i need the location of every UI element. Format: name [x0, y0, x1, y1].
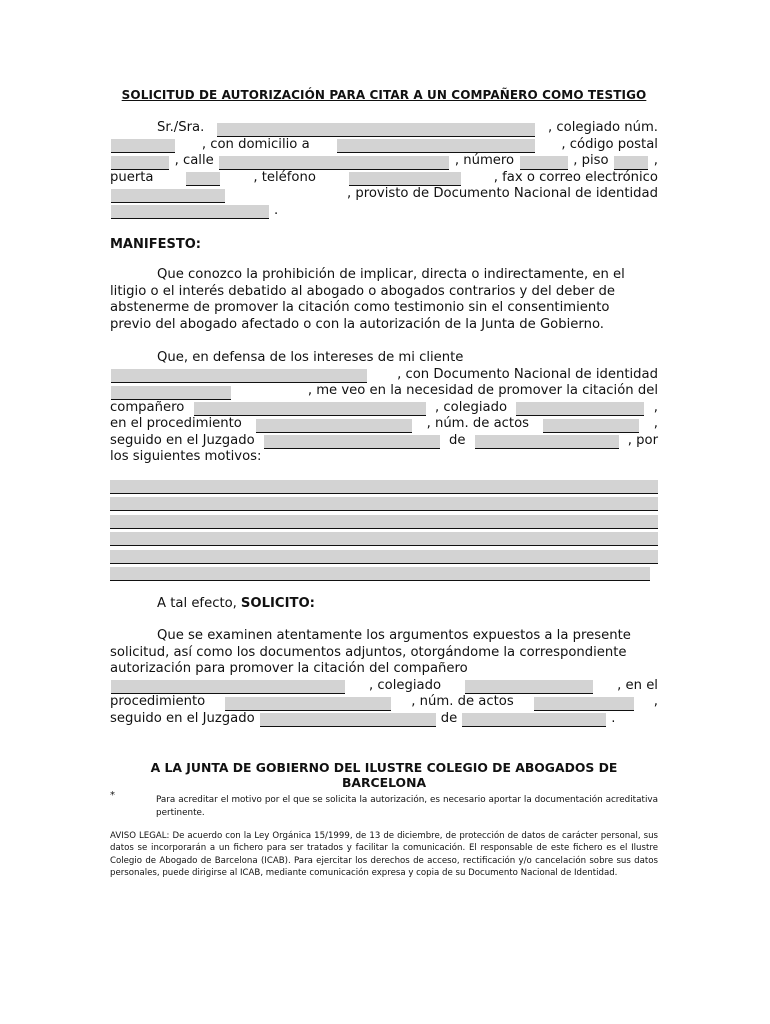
piso-field[interactable] [614, 156, 648, 170]
juzgado-de-field[interactable] [475, 435, 619, 449]
codigo-postal-label: , código postal [561, 136, 658, 152]
colegiado-num-field[interactable] [111, 139, 175, 153]
comma-3: , [653, 416, 658, 431]
domicilio-field[interactable] [337, 139, 535, 153]
manifiesto-heading: MANIFESTO: [110, 237, 201, 252]
solicito-heading: SOLICITO: [240, 596, 315, 611]
solicito-heading-line [110, 596, 658, 613]
me-veo-label: , me veo en la necesidad de promover la citación del [307, 383, 658, 398]
client-intro-line: Que, en defensa de los intereses de mi cliente [157, 350, 464, 365]
motivos-line-3[interactable] [110, 515, 658, 529]
dni-field[interactable] [111, 205, 269, 219]
codigo-postal-field[interactable] [111, 156, 169, 170]
solicito-juzgado-label: seguido en el Juzgado [110, 710, 255, 726]
comma-2: , [653, 399, 658, 415]
solicito-en-el-label: , en el [617, 677, 658, 693]
solicito-colegiado-field[interactable] [465, 680, 593, 694]
solicito-paragraph [110, 628, 658, 727]
colegiado-label: , colegiado [435, 399, 508, 415]
manifiesto-line-1: Que conozco la prohibición de implicar, directa o indirectamente, en el [157, 267, 625, 282]
solicito-colegiado-label: , colegiado [369, 677, 442, 693]
client-name-field[interactable] [111, 369, 367, 383]
puerta-label: puerta [110, 169, 154, 185]
puerta-field[interactable] [186, 172, 220, 186]
solicito-de-field[interactable] [462, 713, 606, 727]
calle-label: , calle [174, 153, 214, 168]
a-tal-efecto-label: A tal efecto, [157, 596, 237, 611]
manifiesto-line-3: abstenerme de promover la citación como testimonio sin el consentimiento [110, 300, 610, 315]
solicito-line-1: Que se examinen atentamente los argumentos expuestos a la presente [157, 628, 631, 643]
procedimiento-field[interactable] [256, 419, 412, 433]
num-actos-label: , núm. de actos [426, 416, 530, 431]
por-label: , por [627, 432, 658, 448]
domicilio-label: , con domicilio a [201, 136, 310, 152]
solicito-procedimiento-field[interactable] [225, 697, 391, 711]
solicito-num-actos-field[interactable] [534, 697, 634, 711]
motivos-line-5[interactable] [110, 550, 658, 564]
juzgado-field[interactable] [264, 435, 440, 449]
comma-1: , [653, 153, 658, 168]
numero-field[interactable] [520, 156, 568, 170]
motivos-line-2[interactable] [110, 497, 658, 511]
aviso-legal: AVISO LEGAL: De acuerdo con la Ley Orgánica 15/1999, de 13 de diciembre, de protección de datos de carácter personal, sus datos se incorporarán a un fichero para ser tratados y facilitar la comunicación. El responsable de este fichero es el Ilustre Colegio de Abogado de Barcelona (ICAB). Para ejercitar los derechos de acceso, rectificación y/o cancelación sobre sus datos personales, puede dirigirse al ICAB, mediante comunicación expresa y copia de su Documento Nacional de Identidad. [110, 831, 658, 879]
intro-end: . [274, 202, 279, 218]
solicito-de-label: de [440, 710, 458, 726]
companero-field[interactable] [194, 402, 426, 416]
juzgado-label: seguido en el Juzgado [110, 432, 255, 448]
motivos-label: los siguientes motivos: [110, 449, 262, 464]
name-field[interactable] [217, 123, 535, 137]
numero-label: , número [454, 153, 515, 168]
companero-colegiado-field[interactable] [516, 402, 644, 416]
de-label: de [448, 432, 466, 448]
solicito-juzgado-field[interactable] [260, 713, 436, 727]
client-dni-field[interactable] [111, 386, 231, 400]
motivos-textarea[interactable] [110, 476, 658, 581]
note-asterisk: * [110, 790, 115, 801]
solicito-end: . [611, 710, 616, 726]
telefono-field[interactable] [349, 172, 461, 186]
num-actos-field[interactable] [543, 419, 639, 433]
form-title: SOLICITUD DE AUTORIZACIÓN PARA CITAR A UN COMPAÑERO COMO TESTIGO [121, 88, 647, 102]
manifiesto-paragraph-2 [110, 350, 658, 466]
solicito-num-actos-label: , núm. de actos [411, 694, 514, 709]
sr-label: Sr./Sra. [157, 120, 205, 135]
colegiado-num-label: , colegiado núm. [548, 120, 658, 135]
piso-label: , piso [573, 153, 609, 168]
provisto-label: , provisto de Documento Nacional de identidad [346, 186, 658, 201]
manifiesto-paragraph-1 [110, 267, 658, 333]
solicito-companero-field[interactable] [111, 680, 345, 694]
note-text: Para acreditar el motivo por el que se solicita la autorización, es necesario aportar la documentación acreditativa pertinente. [156, 795, 658, 818]
intro-paragraph [110, 120, 658, 219]
telefono-label: , teléfono [253, 169, 316, 185]
companero-label: compañero [110, 399, 185, 415]
motivos-line-4[interactable] [110, 532, 658, 546]
destinatario: A LA JUNTA DE GOBIERNO DEL ILUSTRE COLEGIO DE ABOGADOS DE BARCELONA [150, 760, 618, 790]
fax-label: , fax o correo electrónico [493, 169, 658, 185]
con-dni-label: , con Documento Nacional de identidad [397, 366, 658, 382]
motivos-line-6[interactable] [110, 567, 650, 581]
fax-email-field[interactable] [111, 189, 225, 203]
procedimiento-label: en el procedimiento [110, 416, 242, 431]
manifiesto-line-4: previo del abogado afectado o con la autorización de la Junta de Gobierno. [110, 316, 604, 332]
calle-field[interactable] [219, 156, 449, 170]
solicito-comma: , [653, 694, 658, 709]
solicito-line-3: autorización para promover la citación del compañero [110, 661, 468, 676]
solicito-procedimiento-label: procedimiento [110, 694, 206, 709]
solicito-line-2: solicitud, así como los documentos adjuntos, otorgándome la correspondiente [110, 644, 627, 660]
manifiesto-line-2: litigio o el interés debatido al abogado o abogados contrarios y del deber de [110, 283, 615, 299]
motivos-line-1[interactable] [110, 480, 658, 494]
